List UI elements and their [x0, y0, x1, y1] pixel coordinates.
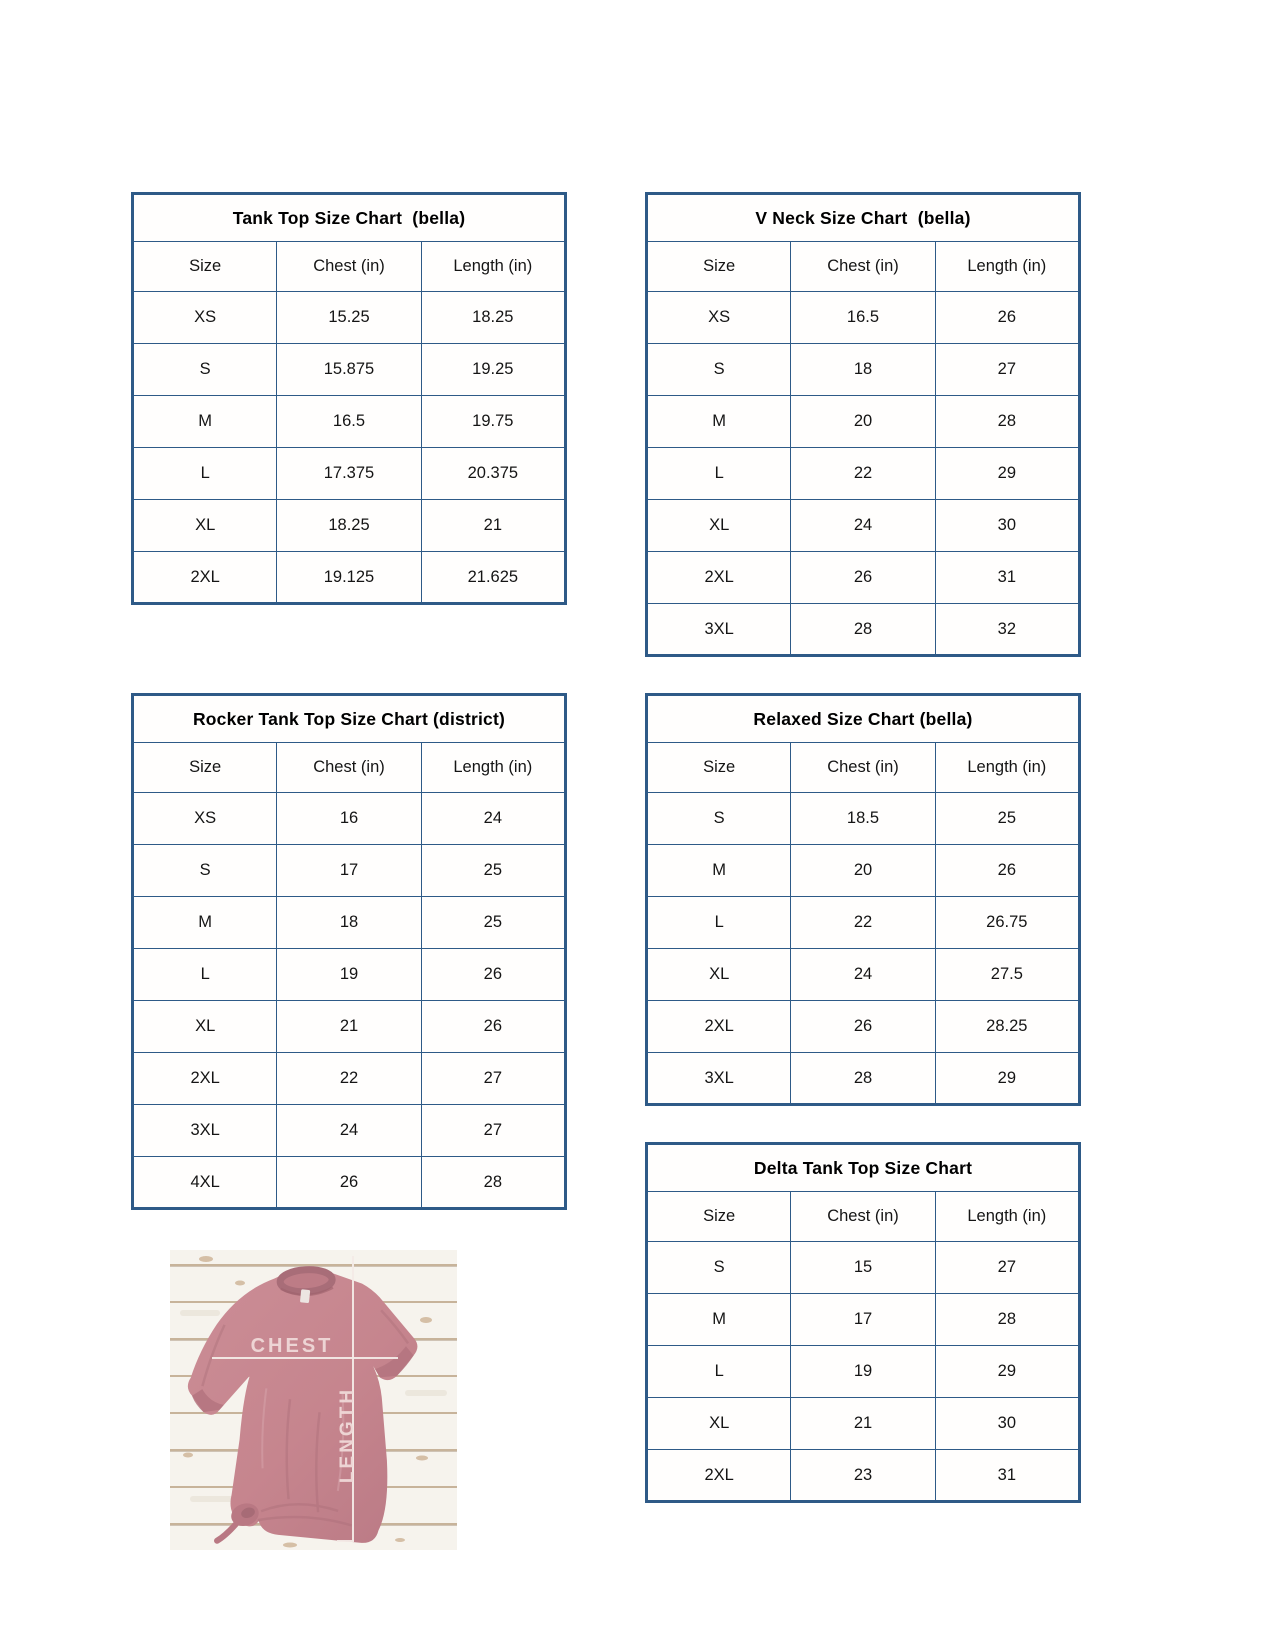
table-row	[133, 845, 566, 897]
size-cell: 2XL	[647, 1450, 791, 1502]
delta-tank-top-table	[645, 1142, 1081, 1503]
column-header: Chest (in)	[791, 1192, 935, 1242]
column-header: Length (in)	[935, 242, 1079, 292]
size-cell: XL	[647, 1398, 791, 1450]
chest-cell: 18.25	[277, 500, 421, 552]
v-neck-size-chart	[645, 192, 1081, 657]
length-cell: 19.25	[421, 344, 565, 396]
table-row	[647, 845, 1080, 897]
length-cell: 30	[935, 1398, 1079, 1450]
chest-cell: 19	[791, 1346, 935, 1398]
delta-tank-top-size-chart	[645, 1142, 1081, 1503]
column-header: Chest (in)	[277, 743, 421, 793]
size-cell: M	[647, 396, 791, 448]
table-row	[133, 448, 566, 500]
table-row	[647, 344, 1080, 396]
table-row	[133, 1105, 566, 1157]
column-header: Chest (in)	[277, 242, 421, 292]
size-cell: L	[133, 448, 277, 500]
length-cell: 28	[935, 396, 1079, 448]
length-cell: 27	[935, 344, 1079, 396]
length-cell: 18.25	[421, 292, 565, 344]
length-cell: 28	[421, 1157, 565, 1209]
column-header: Length (in)	[935, 743, 1079, 793]
length-cell: 27	[421, 1053, 565, 1105]
size-cell: S	[647, 793, 791, 845]
length-cell: 26	[421, 949, 565, 1001]
chest-cell: 21	[791, 1398, 935, 1450]
relaxed-table	[645, 693, 1081, 1106]
chest-cell: 22	[791, 448, 935, 500]
column-header: Size	[647, 242, 791, 292]
chest-cell: 24	[791, 949, 935, 1001]
length-cell: 29	[935, 448, 1079, 500]
column-header-row	[647, 743, 1080, 793]
chest-cell: 19	[277, 949, 421, 1001]
size-cell: L	[647, 1346, 791, 1398]
table-title: Relaxed Size Chart (bella)	[647, 695, 1080, 743]
chest-cell: 26	[791, 1001, 935, 1053]
size-cell: XL	[647, 949, 791, 1001]
table-title: Rocker Tank Top Size Chart (district)	[133, 695, 566, 743]
chest-label: CHEST	[250, 1335, 334, 1357]
chest-cell: 20	[791, 396, 935, 448]
chest-cell: 19.125	[277, 552, 421, 604]
chest-cell: 26	[791, 552, 935, 604]
length-cell: 27	[935, 1242, 1079, 1294]
length-cell: 26	[935, 845, 1079, 897]
chest-cell: 26	[277, 1157, 421, 1209]
table-title-row	[647, 1144, 1080, 1192]
length-cell: 27.5	[935, 949, 1079, 1001]
length-cell: 31	[935, 552, 1079, 604]
table-row	[647, 897, 1080, 949]
length-cell: 25	[421, 845, 565, 897]
length-cell: 29	[935, 1053, 1079, 1105]
size-cell: 2XL	[133, 552, 277, 604]
table-row	[133, 344, 566, 396]
length-cell: 27	[421, 1105, 565, 1157]
table-row	[647, 500, 1080, 552]
column-header: Length (in)	[935, 1192, 1079, 1242]
table-title: Tank Top Size Chart (bella)	[133, 194, 566, 242]
size-cell: 3XL	[133, 1105, 277, 1157]
table-row	[133, 897, 566, 949]
chest-cell: 24	[277, 1105, 421, 1157]
rocker-tank-top-size-chart	[131, 693, 567, 1210]
chest-cell: 24	[791, 500, 935, 552]
chest-cell: 22	[277, 1053, 421, 1105]
table-row	[647, 1450, 1080, 1502]
table-row	[647, 1346, 1080, 1398]
rocker-tank-top-table	[131, 693, 567, 1210]
length-cell: 24	[421, 793, 565, 845]
chest-cell: 18	[277, 897, 421, 949]
table-row	[647, 604, 1080, 656]
table-row	[647, 448, 1080, 500]
length-cell: 21	[421, 500, 565, 552]
chest-cell: 28	[791, 604, 935, 656]
chest-cell: 15.875	[277, 344, 421, 396]
size-cell: L	[647, 448, 791, 500]
table-row	[647, 793, 1080, 845]
length-cell: 26.75	[935, 897, 1079, 949]
table-row	[133, 396, 566, 448]
v-neck-table	[645, 192, 1081, 657]
chest-cell: 17	[277, 845, 421, 897]
table-row	[647, 1294, 1080, 1346]
chest-cell: 28	[791, 1053, 935, 1105]
table-row	[133, 1053, 566, 1105]
table-row	[647, 292, 1080, 344]
table-title: V Neck Size Chart (bella)	[647, 194, 1080, 242]
table-row	[133, 552, 566, 604]
length-cell: 25	[935, 793, 1079, 845]
chest-cell: 23	[791, 1450, 935, 1502]
size-cell: 2XL	[133, 1053, 277, 1105]
length-cell: 31	[935, 1450, 1079, 1502]
size-cell: 4XL	[133, 1157, 277, 1209]
size-cell: L	[133, 949, 277, 1001]
chest-cell: 17	[791, 1294, 935, 1346]
size-cell: M	[133, 897, 277, 949]
size-cell: XS	[647, 292, 791, 344]
column-header: Size	[133, 242, 277, 292]
length-cell: 29	[935, 1346, 1079, 1398]
table-row	[133, 292, 566, 344]
column-header: Size	[647, 1192, 791, 1242]
relaxed-size-chart	[645, 693, 1081, 1106]
size-cell: XL	[133, 500, 277, 552]
size-cell: L	[647, 897, 791, 949]
column-header: Chest (in)	[791, 743, 935, 793]
length-cell: 28.25	[935, 1001, 1079, 1053]
size-cell: 3XL	[647, 1053, 791, 1105]
size-cell: 2XL	[647, 552, 791, 604]
length-cell: 25	[421, 897, 565, 949]
size-cell: XS	[133, 793, 277, 845]
size-cell: S	[133, 845, 277, 897]
table-row	[133, 500, 566, 552]
table-row	[647, 1053, 1080, 1105]
table-row	[133, 949, 566, 1001]
length-cell: 26	[421, 1001, 565, 1053]
size-cell: M	[647, 845, 791, 897]
column-header-row	[133, 242, 566, 292]
column-header: Length (in)	[421, 743, 565, 793]
size-cell: 3XL	[647, 604, 791, 656]
length-cell: 28	[935, 1294, 1079, 1346]
chest-cell: 18.5	[791, 793, 935, 845]
size-cell: M	[647, 1294, 791, 1346]
length-cell: 19.75	[421, 396, 565, 448]
column-header: Size	[647, 743, 791, 793]
table-title-row	[133, 695, 566, 743]
column-header-row	[133, 743, 566, 793]
chest-cell: 18	[791, 344, 935, 396]
table-row	[133, 793, 566, 845]
size-cell: XL	[133, 1001, 277, 1053]
tshirt-measurement-photo	[170, 1250, 457, 1550]
chest-cell: 16.5	[791, 292, 935, 344]
table-row	[647, 552, 1080, 604]
table-row	[647, 1242, 1080, 1294]
column-header-row	[647, 242, 1080, 292]
table-row	[647, 1001, 1080, 1053]
length-cell: 21.625	[421, 552, 565, 604]
table-row	[647, 396, 1080, 448]
chest-cell: 22	[791, 897, 935, 949]
size-cell: S	[647, 344, 791, 396]
table-title-row	[647, 194, 1080, 242]
length-cell: 32	[935, 604, 1079, 656]
table-title-row	[647, 695, 1080, 743]
table-row	[133, 1001, 566, 1053]
table-row	[133, 1157, 566, 1209]
size-cell: XS	[133, 292, 277, 344]
table-title-row	[133, 194, 566, 242]
size-cell: 2XL	[647, 1001, 791, 1053]
table-row	[647, 1398, 1080, 1450]
tank-top-size-chart	[131, 192, 567, 605]
chest-cell: 21	[277, 1001, 421, 1053]
column-header: Size	[133, 743, 277, 793]
size-cell: M	[133, 396, 277, 448]
table-row	[647, 949, 1080, 1001]
length-cell: 30	[935, 500, 1079, 552]
chest-cell: 16.5	[277, 396, 421, 448]
length-label: LENGTH	[337, 1386, 358, 1484]
size-cell: XL	[647, 500, 791, 552]
length-cell: 26	[935, 292, 1079, 344]
chest-cell: 15	[791, 1242, 935, 1294]
column-header: Length (in)	[421, 242, 565, 292]
chest-cell: 20	[791, 845, 935, 897]
length-cell: 20.375	[421, 448, 565, 500]
column-header: Chest (in)	[791, 242, 935, 292]
chest-cell: 15.25	[277, 292, 421, 344]
column-header-row	[647, 1192, 1080, 1242]
tank-top-table	[131, 192, 567, 605]
table-title: Delta Tank Top Size Chart	[647, 1144, 1080, 1192]
size-cell: S	[647, 1242, 791, 1294]
chest-cell: 17.375	[277, 448, 421, 500]
chest-cell: 16	[277, 793, 421, 845]
size-cell: S	[133, 344, 277, 396]
